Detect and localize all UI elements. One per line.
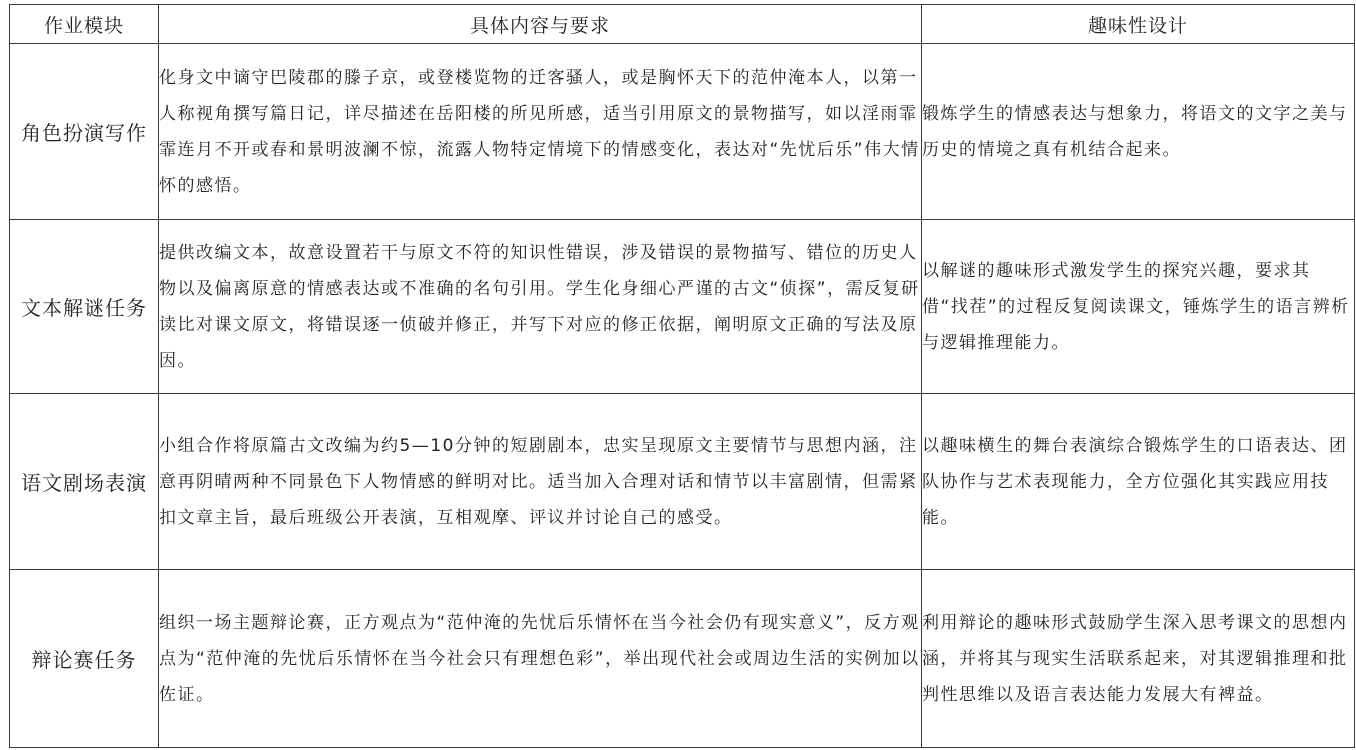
content-cell: 化身文中谪守巴陵郡的滕子京，或登楼览物的迁客骚人，或是胸怀天下的范仲淹本人，以第一人称视角撰写篇日记，详尽描述在岳阳楼的所见所感，适当引用原文的景物描写，如以淫雨霏霏连月不开或春和景明波澜不惊，流露人物特定情境下的情感变化，表达对“先忧后乐”伟大情怀的感悟。 — [159, 44, 922, 220]
table-header-row — [10, 5, 1355, 44]
module-cell: 文本解谜任务 — [10, 220, 159, 394]
table-row — [10, 394, 1355, 570]
table-row — [10, 570, 1355, 748]
content-cell: 小组合作将原篇古文改编为约5—10分钟的短剧剧本，忠实呈现原文主要情节与思想内涵，注意再阴晴两种不同景色下人物情感的鲜明对比。适当加入合理对话和情节以丰富剧情，但需紧扣文章主旨，最后班级公开表演，互相观摩、评议并讨论自己的感受。 — [159, 394, 922, 570]
table-row — [10, 220, 1355, 394]
design-cell: 利用辩论的趣味形式鼓励学生深入思考课文的思想内涵，并将其与现实生活联系起来，对其逻辑推理和批判性思维以及语言表达能力发展大有裨益。 — [922, 570, 1355, 748]
header-design: 趣味性设计 — [922, 5, 1355, 44]
design-cell: 锻炼学生的情感表达与想象力，将语文的文字之美与历史的情境之真有机结合起来。 — [922, 44, 1355, 220]
module-cell: 辩论赛任务 — [10, 570, 159, 748]
header-content: 具体内容与要求 — [159, 5, 922, 44]
module-cell: 语文剧场表演 — [10, 394, 159, 570]
design-cell: 以趣味横生的舞台表演综合锻炼学生的口语表达、团队协作与艺术表现能力，全方位强化其实践应用技能。 — [922, 394, 1355, 570]
content-cell: 提供改编文本，故意设置若干与原文不符的知识性错误，涉及错误的景物描写、错位的历史人物以及偏离原意的情感表达或不准确的名句引用。学生化身细心严谨的古文“侦探”，需反复研读比对课文原文，将错误逐一侦破并修正，并写下对应的修正依据，阐明原文正确的写法及原因。 — [159, 220, 922, 394]
header-module: 作业模块 — [10, 5, 159, 44]
homework-design-table — [9, 4, 1355, 748]
table-row — [10, 44, 1355, 220]
design-cell: 以解谜的趣味形式激发学生的探究兴趣，要求其借“找茬”的过程反复阅读课文，锤炼学生的语言辨析与逻辑推理能力。 — [922, 220, 1355, 394]
module-cell: 角色扮演写作 — [10, 44, 159, 220]
content-cell: 组织一场主题辩论赛，正方观点为“范仲淹的先忧后乐情怀在当今社会仍有现实意义”，反方观点为“范仲淹的先忧后乐情怀在当今社会只有理想色彩”，举出现代社会或周边生活的实例加以佐证。 — [159, 570, 922, 748]
